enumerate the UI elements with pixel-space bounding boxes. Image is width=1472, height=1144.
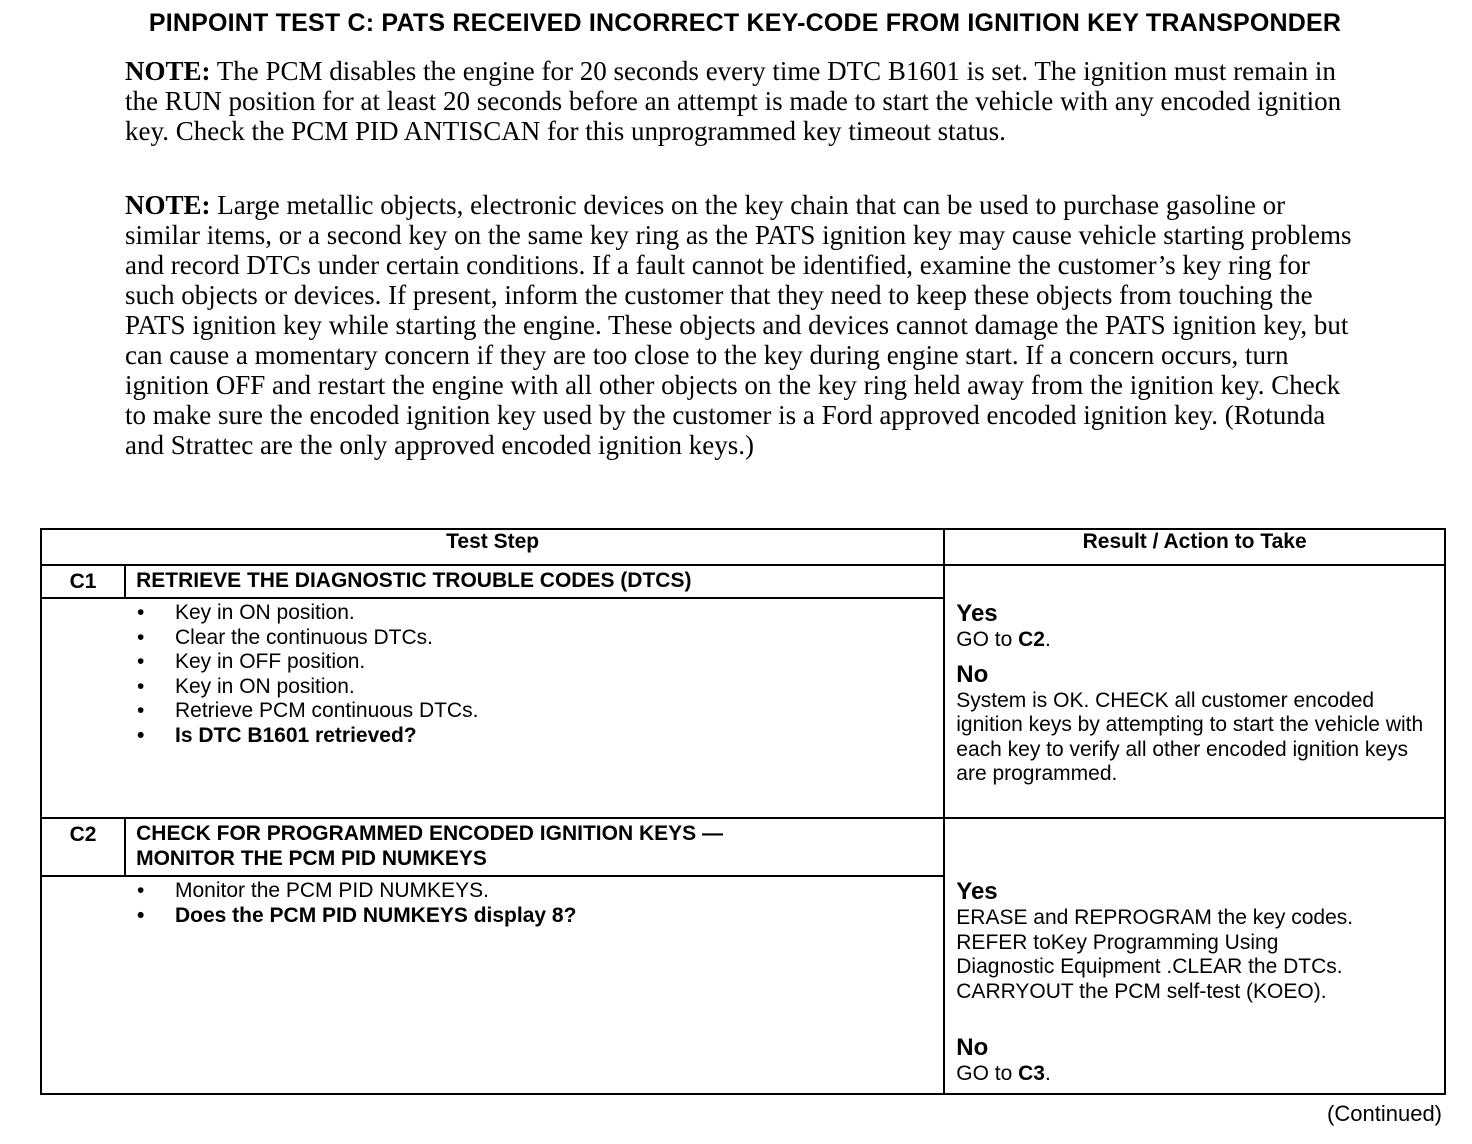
- result-yes-text: ERASE and REPROGRAM the key codes. REFER toKey Programming Using Diagnostic Equipment .CLEAR the DTCs. CARRYOUT the PCM self-test (KOEO).: [956, 906, 1354, 1003]
- note-label: NOTE:: [125, 190, 211, 220]
- step-result: [944, 818, 1445, 1094]
- header-test-step: Test Step: [41, 529, 944, 565]
- result-yes-label: Yes: [956, 878, 998, 905]
- result-no-text: System is OK. CHECK all customer encoded ignition keys by attempting to start the vehicle with each key to verify all other encoded ignition keys are programmed.: [956, 688, 1424, 785]
- step-title: CHECK FOR PROGRAMMED ENCODED IGNITION KEYS — MONITOR THE PCM PID NUMKEYS: [125, 818, 944, 876]
- step-id: C1: [41, 565, 125, 598]
- list-item: • Clear the continuous DTCs.: [137, 626, 933, 651]
- list-item: • Key in ON position.: [137, 675, 933, 700]
- step-title: RETRIEVE THE DIAGNOSTIC TROUBLE CODES (DTCS): [125, 565, 944, 598]
- result-yes-text: GO to C2.: [956, 628, 1051, 651]
- result-yes-label: Yes: [956, 600, 998, 627]
- table-header-row: [41, 529, 1445, 565]
- header-result-action: Result / Action to Take: [944, 529, 1445, 565]
- note-engine-disable: [125, 56, 1355, 146]
- step-id: C2: [41, 818, 125, 876]
- note-label: NOTE:: [125, 56, 211, 86]
- step-title-row: [41, 565, 1445, 598]
- step-action-list: [137, 879, 933, 928]
- note-text: Large metallic objects, electronic devices on the key chain that can be used to purchase gasoline or similar items, or a second key on the same key ring as the PATS ignition key may cause vehicle starting problems and record DTCs under certain conditions. If a fault cannot be identified, examine the customer’s key ring for such objects or devices. If present, inform the customer that they need to keep these objects from touching the PATS ignition key while starting the engine. These objects and devices cannot damage the PATS ignition key, but can cause a momentary concern if they are too close to the key during engine start. If a concern occurs, turn ignition OFF and restart the engine with all other objects on the key ring held away from the ignition key. Check to make sure the encoded ignition key used by the customer is a Ford approved encoded ignition key. (Rotunda and Strattec are the only approved encoded ignition keys.): [125, 190, 1352, 460]
- step-action-list: [137, 601, 933, 748]
- list-item-question: • Is DTC B1601 retrieved?: [137, 724, 933, 749]
- list-item: • Key in ON position.: [137, 601, 933, 626]
- list-item-question: • Does the PCM PID NUMKEYS display 8?: [137, 904, 933, 929]
- list-item: • Monitor the PCM PID NUMKEYS.: [137, 879, 933, 904]
- step-result: [944, 565, 1445, 818]
- step-title-row: [41, 818, 1445, 876]
- result-no-text: GO to C3.: [956, 1062, 1051, 1085]
- pinpoint-test-table: [40, 528, 1446, 1095]
- list-item: • Retrieve PCM continuous DTCs.: [137, 699, 933, 724]
- page-title: PINPOINT TEST C: PATS RECEIVED INCORRECT KEY-CODE FROM IGNITION KEY TRANSPONDER: [148, 9, 1342, 37]
- result-no-label: No: [956, 1034, 989, 1061]
- step-actions: [41, 876, 944, 1094]
- step-reference: C2: [1018, 628, 1045, 651]
- note-text: The PCM disables the engine for 20 seconds every time DTC B1601 is set. The ignition must remain in the RUN position for at least 20 seconds before an attempt is made to start the vehicle with any encoded ignition key. Check the PCM PID ANTISCAN for this unprogrammed key timeout status.: [125, 56, 1342, 146]
- step-actions: [41, 598, 944, 818]
- note-metallic-objects: [125, 190, 1355, 460]
- result-no-label: No: [956, 660, 989, 688]
- continued-label: (Continued): [1327, 1101, 1442, 1126]
- list-item: • Key in OFF position.: [137, 650, 933, 675]
- step-reference: C3: [1018, 1062, 1045, 1085]
